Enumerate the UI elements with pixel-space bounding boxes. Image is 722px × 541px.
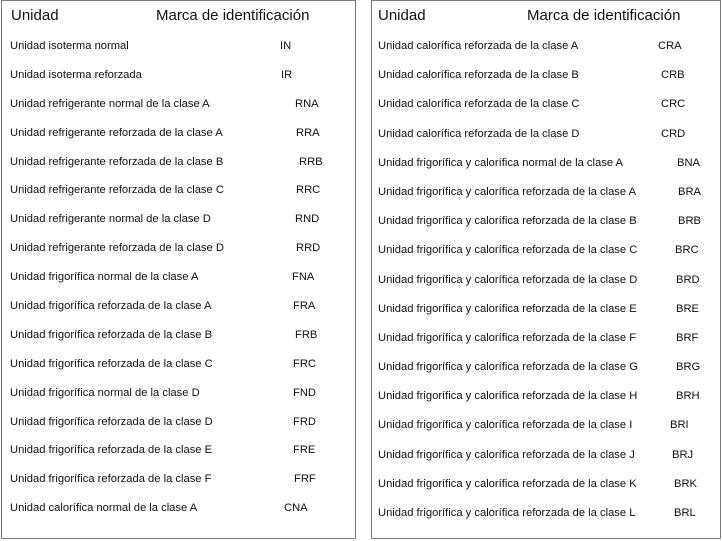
identification-mark: RRC [296,184,321,197]
unit-name: Unidad frigorífica y calorífica reforzada de la clase K [378,477,637,490]
left-row-list [2,32,355,523]
identification-mark: BRA [678,185,702,198]
table-row [2,176,355,205]
table-row [372,324,720,353]
unit-name: Unidad frigorífica y calorífica reforzada de la clase I [378,419,633,432]
table-row [2,32,355,61]
unit-name: Unidad frigorífica y calorífica reforzada de la clase A [378,185,637,198]
unit-name: Unidad refrigerante reforzada de la clase B [10,155,224,168]
identification-mark: IR [281,68,293,81]
identification-mark: RRD [296,242,321,255]
identification-mark: BRF [676,331,699,344]
unit-name: Unidad calorífica normal de la clase A [10,502,198,515]
identification-mark: FRD [293,415,316,428]
table-row [2,61,355,90]
header-identification-mark: Marca de identificación [527,7,681,24]
identification-mark: FND [293,386,316,399]
identification-mark: BRJ [672,448,694,461]
table-row [372,382,720,411]
table-row [372,236,720,265]
unit-name: Unidad frigorífica reforzada de la clase C [10,357,213,370]
table-row [2,292,355,321]
unit-name: Unidad frigorífica y calorífica reforzada de la clase H [378,390,638,403]
unit-name: Unidad refrigerante normal de la clase A [10,97,210,110]
identification-mark: BRL [674,507,696,519]
table-row [372,120,720,149]
table-row [2,350,355,379]
right-table [371,0,721,539]
unit-name: Unidad frigorífica reforzada de la clase F [10,473,212,486]
unit-name: Unidad frigorífica y calorífica normal de la clase A [378,156,623,169]
header-unit: Unidad [378,7,426,24]
table-row [372,266,720,295]
table-row [2,263,355,292]
table-row [2,234,355,263]
right-row-list [372,32,720,528]
table-row [372,207,720,236]
identification-mark: BRG [676,361,701,374]
identification-mark: CRA [658,40,682,52]
identification-mark: BRB [678,215,702,228]
table-row [2,465,355,494]
unit-name: Unidad frigorífica y calorífica reforzada de la clase D [378,273,638,286]
unit-name: Unidad refrigerante reforzada de la clase A [10,126,223,139]
identification-mark: CRB [661,69,685,82]
table-row [2,119,355,148]
table-row [372,499,720,528]
identification-mark: BRI [670,419,689,432]
identification-mark: CRC [661,98,686,111]
table-row [2,436,355,465]
unit-name: Unidad isoterma reforzada [10,68,142,81]
unit-name: Unidad frigorífica y calorífica reforzada de la clase G [378,361,638,374]
identification-mark: FRC [293,357,316,370]
table-row [2,379,355,408]
unit-name: Unidad frigorífica y calorífica reforzada de la clase F [378,331,637,344]
identification-mark: BRK [674,477,698,490]
unit-name: Unidad frigorífica y calorífica reforzada de la clase J [378,448,635,461]
identification-mark: RND [295,213,320,226]
unit-name: Unidad frigorífica normal de la clase A [10,271,199,284]
unit-name: Unidad calorífica reforzada de la clase B [378,69,579,82]
identification-mark: CRD [661,127,686,140]
table-row [372,32,720,61]
unit-name: Unidad frigorífica y calorífica reforzada de la clase B [378,215,637,228]
unit-name: Unidad frigorífica normal de la clase D [10,386,200,399]
left-table [1,0,356,539]
identification-mark: BRC [675,244,699,257]
identification-mark: FRA [293,300,316,313]
table-row [372,295,720,324]
table-row [372,178,720,207]
identification-mark: FRF [294,473,316,486]
unit-name: Unidad calorífica reforzada de la clase C [378,98,580,111]
identification-mark: BRE [676,302,700,315]
table-row [2,90,355,119]
identification-mark: BRH [676,390,700,403]
table-row [2,148,355,177]
unit-name: Unidad refrigerante normal de la clase D [10,213,211,226]
identification-mark: BRD [676,273,700,286]
identification-mark: FRE [293,444,316,457]
table-row [2,205,355,234]
unit-name: Unidad isoterma normal [10,40,129,52]
unit-name: Unidad frigorífica y calorífica reforzada de la clase C [378,244,638,257]
table-row [372,61,720,90]
unit-name: Unidad frigorífica reforzada de la clase B [10,328,213,341]
identification-mark: BNA [677,156,701,169]
table-row [372,441,720,470]
identification-mark: RNA [295,97,319,110]
identification-mark: RRB [299,155,323,168]
identification-mark: IN [280,40,292,52]
identification-mark: FNA [292,271,315,284]
unit-name: Unidad frigorífica y calorífica reforzada de la clase L [378,507,636,519]
unit-name: Unidad frigorífica reforzada de la clase E [10,444,213,457]
unit-name: Unidad frigorífica y calorífica reforzada de la clase E [378,302,637,315]
unit-name: Unidad frigorífica reforzada de la clase D [10,415,213,428]
unit-name: Unidad refrigerante reforzada de la clase D [10,242,224,255]
header-unit: Unidad [11,7,59,24]
unit-name: Unidad frigorífica reforzada de la clase A [10,300,212,313]
unit-name: Unidad refrigerante reforzada de la clase C [10,184,224,197]
table-row [2,321,355,350]
table-row [2,408,355,437]
table-row [372,90,720,119]
table-row [372,149,720,178]
identification-mark: CNA [284,502,308,515]
unit-name: Unidad calorífica reforzada de la clase D [378,127,580,140]
table-row [372,411,720,440]
identification-mark: RRA [296,126,320,139]
table-row [372,353,720,382]
table-row [372,470,720,499]
identification-mark: FRB [295,328,318,341]
unit-name: Unidad calorífica reforzada de la clase A [378,40,579,52]
header-identification-mark: Marca de identificación [156,7,310,24]
table-row [2,494,355,523]
